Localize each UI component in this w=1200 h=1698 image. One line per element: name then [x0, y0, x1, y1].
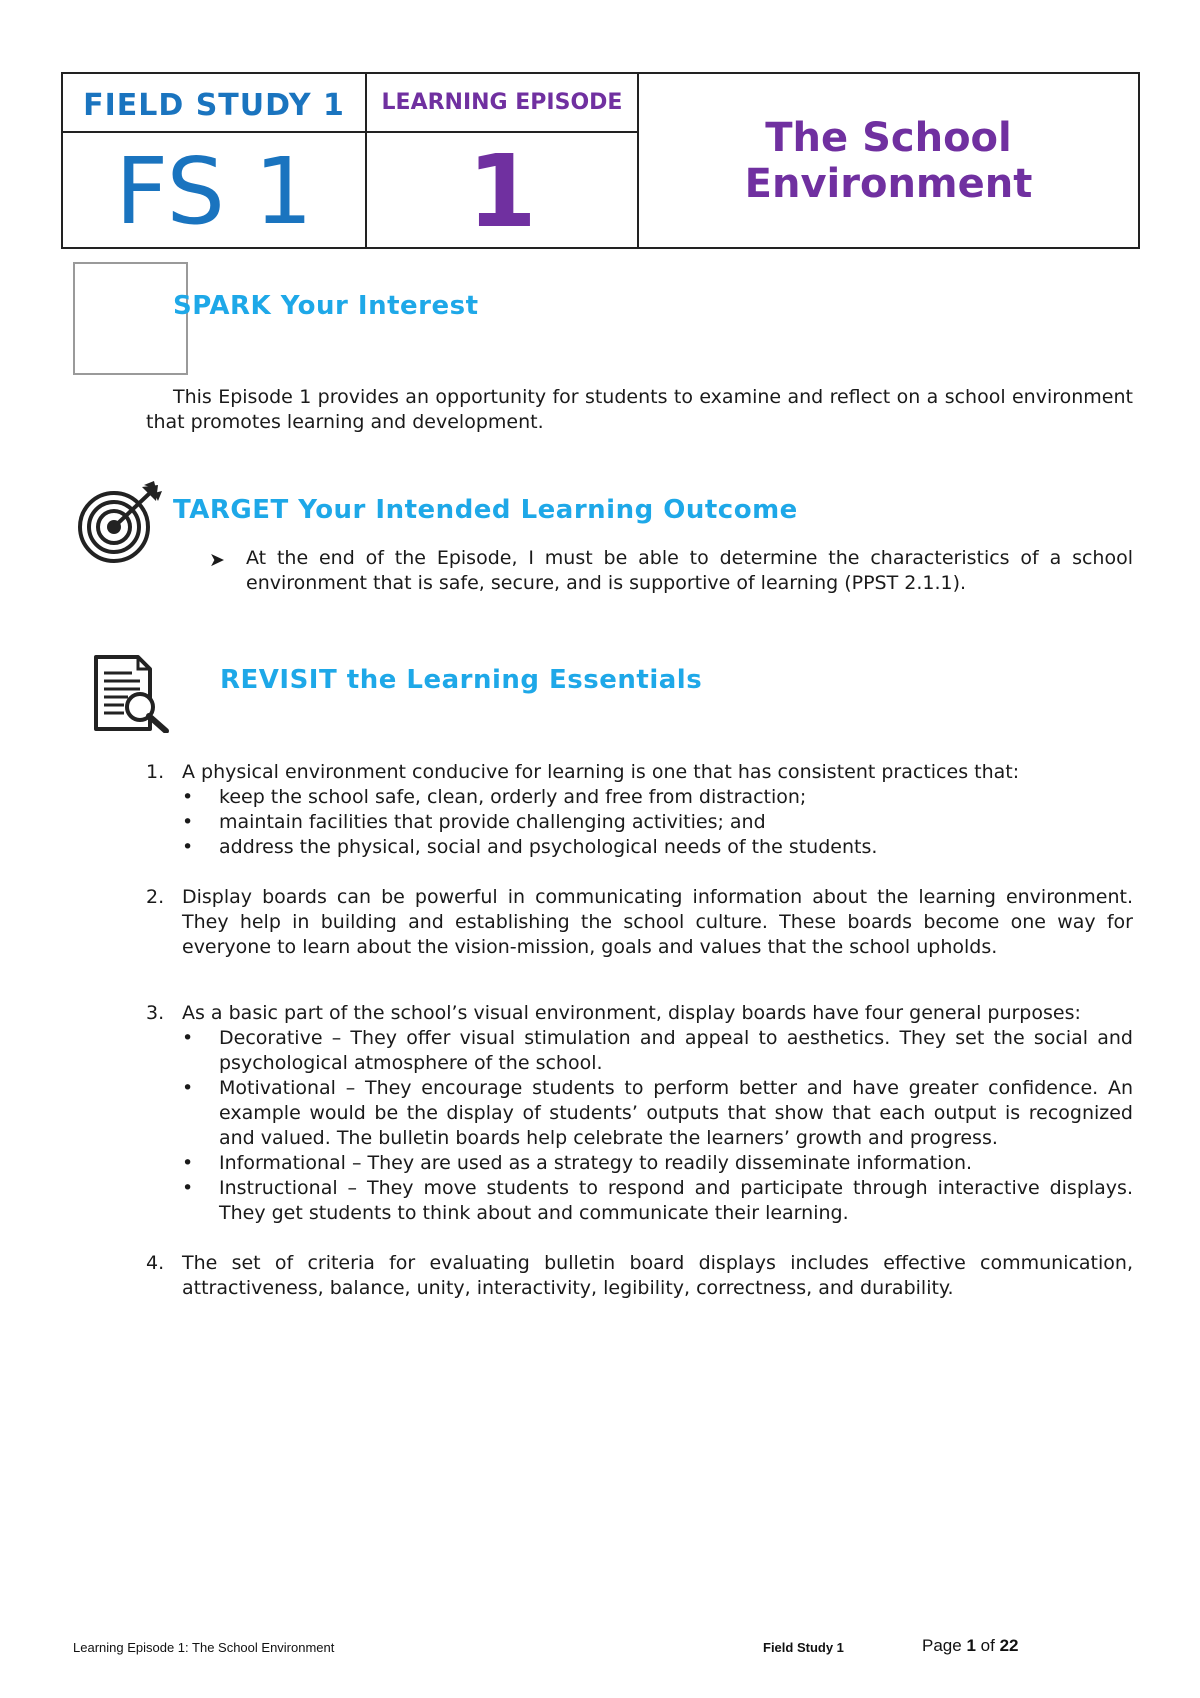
learning-episode-label: LEARNING EPISODE [381, 89, 623, 115]
header-table [61, 72, 1140, 249]
footer-page-number [922, 1636, 1018, 1656]
item-number: 3. [146, 1002, 165, 1024]
bullet-item: • Instructional – They move students to respond and participate through interactive displays. They get students to think about and communicate their learning. [146, 1176, 1133, 1226]
item-number: 2. [146, 886, 165, 908]
item-text: As a basic part of the school’s visual environment, display boards have four general purposes: [182, 1002, 1081, 1024]
essentials-list [146, 760, 1133, 1326]
spark-heading: SPARK Your Interest [173, 291, 479, 321]
item-number: 4. [146, 1252, 165, 1274]
footer-left: Learning Episode 1: The School Environment [73, 1640, 335, 1655]
footer-center: Field Study 1 [763, 1640, 844, 1655]
item-text: A physical environment conducive for learning is one that has consistent practices that: [182, 761, 1020, 783]
divider [63, 131, 637, 133]
of-word: of [980, 1636, 995, 1655]
spark-paragraph: This Episode 1 provides an opportunity for students to examine and reflect on a school environment that promotes learning and development. [146, 386, 1133, 433]
arrow-bullet-icon: ➤ [209, 549, 225, 571]
bullet-item: • address the physical, social and psychological needs of the students. [146, 835, 1133, 860]
fs-code: FS 1 [115, 138, 313, 245]
bullet-item: • Informational – They are used as a strategy to readily disseminate information. [146, 1151, 1133, 1176]
list-item [146, 1251, 1133, 1301]
document-search-icon [92, 655, 172, 733]
bullet-item: • Decorative – They offer visual stimulation and appeal to aesthetics. They set the social and psychological atmosphere of the school. [146, 1026, 1133, 1076]
list-item [146, 1001, 1133, 1226]
item-number: 1. [146, 761, 165, 783]
page-current: 1 [966, 1636, 976, 1655]
field-study-label: FIELD STUDY 1 [83, 87, 345, 123]
bullet-item: • maintain facilities that provide challenging activities; and [146, 810, 1133, 835]
list-item [146, 885, 1133, 960]
page-total: 22 [999, 1636, 1019, 1655]
episode-number: 1 [467, 133, 537, 250]
item-text: Display boards can be powerful in communicating information about the learning environment. They help in building and establishing the school culture. These boards become one way for everyone to learn about the vision-mission, goals and values that the school upholds. [182, 886, 1133, 958]
bullet-item: • Motivational – They encourage students to perform better and have greater confidence. An example would be the display of students’ outputs that show that each output is recognized and valued. The bulletin boards help celebrate the learners’ growth and progress. [146, 1076, 1133, 1151]
revisit-heading: REVISIT the Learning Essentials [220, 665, 703, 695]
page-word: Page [922, 1636, 962, 1655]
page-title: The School Environment [744, 114, 1033, 207]
item-text: The set of criteria for evaluating bulletin board displays includes effective communication, attractiveness, balance, unity, interactivity, legibility, correctness, and durability. [182, 1252, 1133, 1299]
target-icon [74, 481, 162, 569]
bullet-item: • keep the school safe, clean, orderly and free from distraction; [146, 785, 1133, 810]
target-bullet-text: At the end of the Episode, I must be able to determine the characteristics of a school environment that is safe, secure, and is supportive of learning (PPST 2.1.1). [246, 547, 1133, 594]
image-placeholder-icon [73, 262, 188, 375]
spark-text [146, 385, 1133, 435]
list-item [146, 760, 1133, 860]
target-heading: TARGET Your Intended Learning Outcome [173, 495, 798, 525]
